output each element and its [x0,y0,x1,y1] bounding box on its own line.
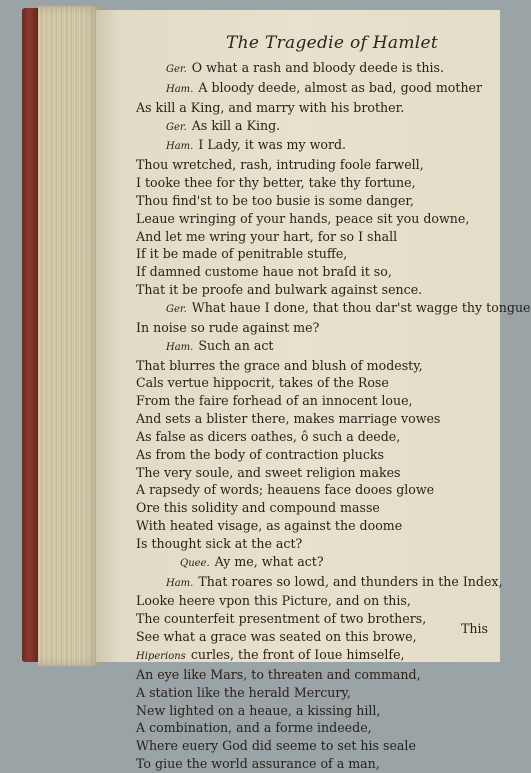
text-line [136,446,496,464]
running-header: The Tragedie of Hamlet [226,33,439,53]
line-text: O what a rash and bloody deede is this. [191,60,444,75]
line-text: To giue the world assurance of a man, [136,756,380,772]
line-text: Ore this solidity and compound masse [136,500,380,516]
text-line [136,481,496,499]
text-line [136,374,496,392]
speaker-label: Ger. [166,303,187,315]
text-line [136,59,496,79]
line-text: Ay me, what act? [214,553,324,569]
line-text: See what a grace was seated on this browe, [136,629,417,645]
line-text: Thou wretched, rash, intruding foole farwell, [136,157,424,173]
text-line [136,410,496,428]
line-text: An eye like Mars, to threaten and command, [136,666,421,682]
text-line [136,737,496,755]
line-text: Thou find'st to be too busie is some danger, [136,192,415,208]
line-text: Cals vertue hippocrit, takes of the Rose [136,375,389,391]
speaker-label: Quee. [180,557,210,569]
text-line [136,428,496,446]
text-line [136,499,496,517]
page-edges [38,6,100,666]
line-text: If it be made of penitrable stuffe, [136,246,348,262]
text-line [136,719,496,737]
text-line [136,192,496,210]
line-text: I Lady, it was my word. [198,137,347,153]
text-line [136,684,496,702]
text-line [136,357,496,375]
speaker-label: Ham. [166,83,194,95]
speaker-label: Hiperions [136,651,186,662]
line-text: As kill a King, and marry with his brother. [136,99,405,115]
line-text: As from the body of contraction plucks [136,446,384,462]
line-text: A bloody deede, almost as bad, good mother [198,79,483,95]
line-text: The very soule, and sweet religion makes [136,464,401,480]
line-text: And sets a blister there, makes marriage vowes [136,411,441,427]
line-text: From the faire forhead of an innocent loue, [136,393,413,409]
speaker-label: Ham. [166,341,194,353]
catchword: This [460,621,488,636]
line-text: Looke heere vpon this Picture, and on this, [136,593,411,609]
speaker-label: Ger. [166,121,187,133]
text-line [136,299,531,319]
text-line [136,702,496,720]
book-page [96,10,531,772]
text-line [136,337,496,357]
line-text: I tooke thee for thy better, take thy fortune, [136,175,416,191]
line-text: Is thought sick at the act? [136,535,303,551]
text-line [136,464,496,482]
text-line [136,263,496,281]
text-line [136,117,496,137]
line-text: New lighted on a heaue, a kissing hill, [136,702,381,718]
line-text: Where euery God did seeme to set his seale [136,738,416,754]
line-text: What haue I done, that thou dar'st wagge thy tongue [191,299,531,315]
line-text: A station like the herald Mercury, [136,684,351,700]
text-line [136,228,496,246]
text-line [136,210,496,228]
text-line [136,517,496,535]
text-line [136,553,496,573]
text-line [136,646,496,666]
text-line [136,666,496,684]
line-text: If damned custome haue not braſd it so, [136,264,392,280]
text-line [136,79,496,99]
text-line [136,99,496,117]
text-line [136,628,496,646]
line-text: That blurres the grace and blush of modesty, [136,357,423,373]
speaker-label: Ham. [166,577,194,589]
line-text: With heated visage, as against the doome [136,518,403,534]
text-line [136,573,503,593]
text-line [136,392,496,410]
text-line [136,174,496,192]
line-text: As false as dicers oathes, ô such a deede, [136,428,401,444]
line-text: That it be proofe and bulwark against sence. [136,282,423,298]
text-line [136,281,496,299]
text-line [136,319,496,337]
line-text: Leaue wringing of your hands, peace sit you downe, [136,210,470,226]
text-line [136,592,496,610]
line-text: That roares so lowd, and thunders in the Index, [198,573,503,589]
text-line [136,245,496,263]
line-text: Such an act [198,337,274,353]
text-line [136,535,496,553]
speaker-label: Ham. [166,141,194,153]
line-text: curles, the front of Ioue himselfe, [190,647,405,662]
line-text: In noise so rude against me? [136,319,320,335]
speaker-label: Ger. [166,64,187,75]
text-line [136,755,496,773]
line-text: A rapsedy of words; heauens face dooes glowe [136,482,435,498]
line-text: A combination, and a forme indeede, [136,720,372,736]
play-text [136,59,531,773]
line-text: As kill a King. [191,117,281,133]
text-line [136,156,496,174]
text-line [136,610,496,628]
line-text: The counterfeit presentment of two brothers, [136,611,427,627]
line-text: And let me wring your hart, for so I shall [136,228,398,244]
text-line [136,136,496,156]
